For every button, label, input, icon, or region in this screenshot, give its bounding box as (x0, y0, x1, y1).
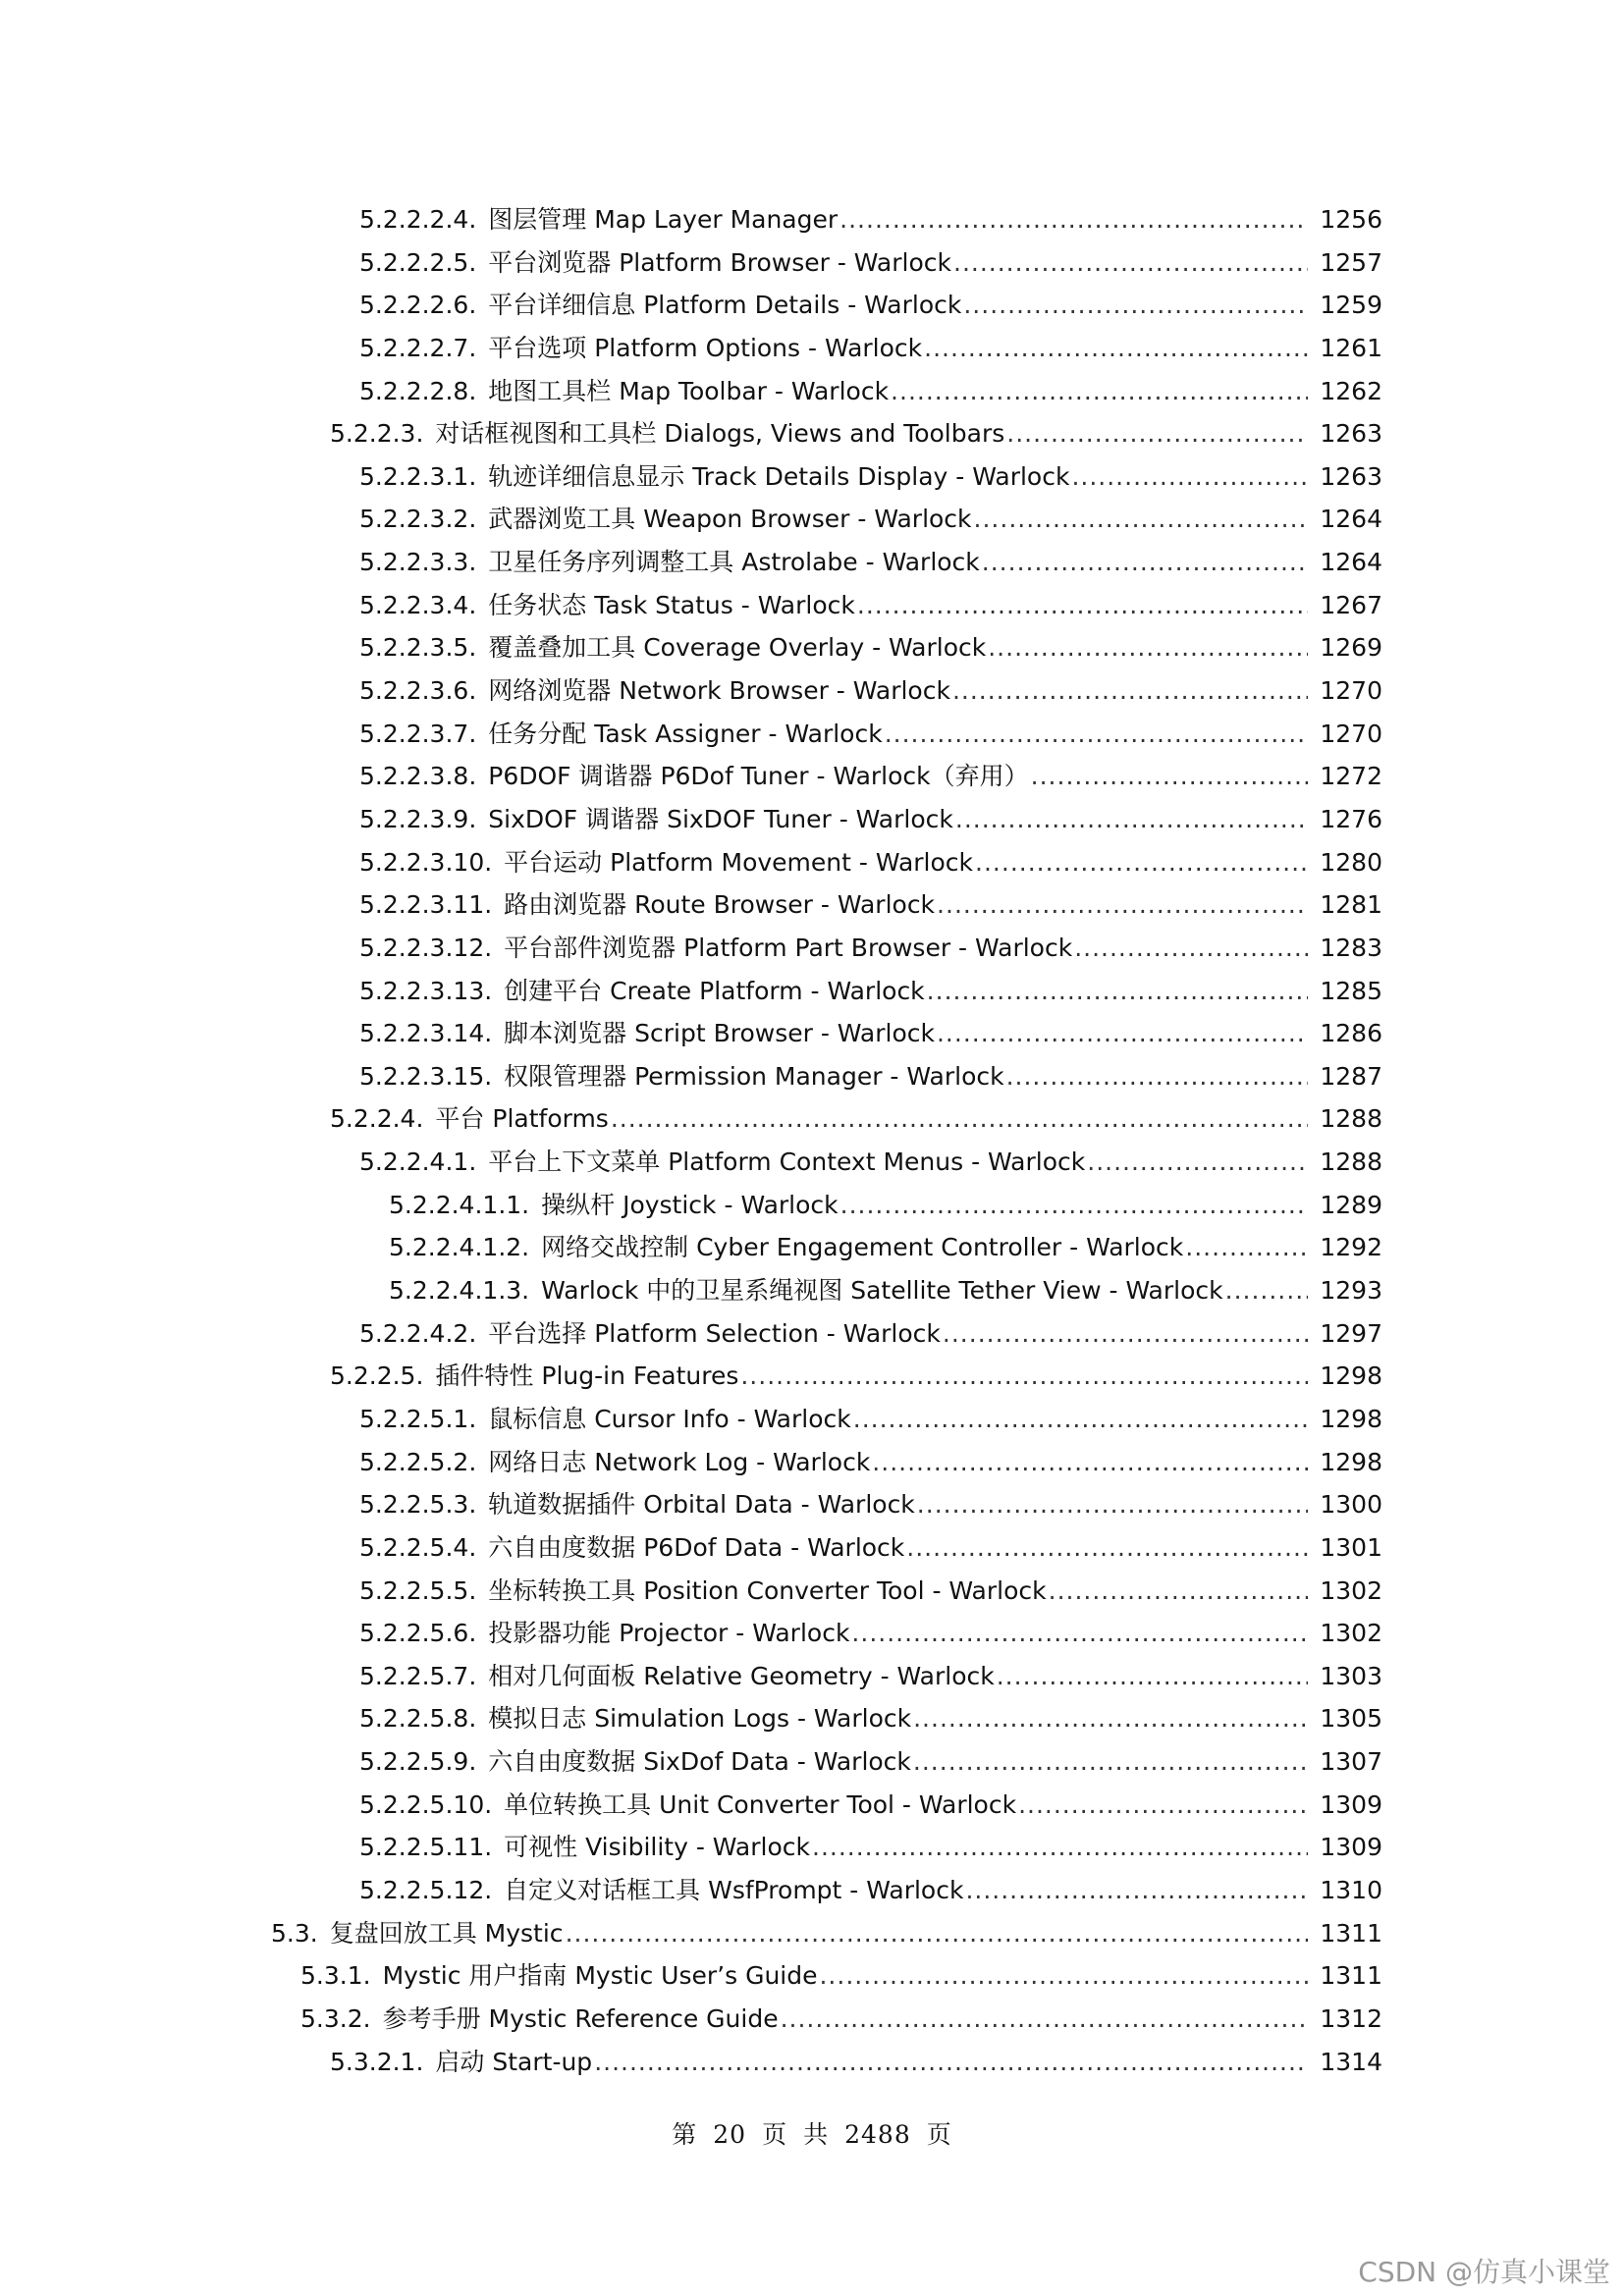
toc-entry-number: 5.2.2.3.13. (359, 976, 493, 1005)
toc-entry[interactable] (0, 1141, 1624, 1184)
toc-entry-page: 1264 (1320, 505, 1382, 534)
toc-entry[interactable] (0, 1312, 1624, 1356)
toc-entry-title: 脚本浏览器 Script Browser - Warlock (504, 1019, 935, 1048)
toc-entry-title: 可视性 Visibility - Warlock (504, 1833, 810, 1862)
toc-entry[interactable] (0, 412, 1624, 455)
toc-entry-title: 网络日志 Network Log - Warlock (488, 1447, 871, 1476)
toc-entry-number: 5.2.2.5.2. (359, 1447, 477, 1476)
toc-entry[interactable] (0, 1355, 1624, 1398)
toc-dot-leader (924, 327, 1308, 370)
toc-entry-title: 权限管理器 Permission Manager - Warlock (504, 1061, 1004, 1091)
toc-entry-page: 1276 (1320, 804, 1382, 833)
toc-entry-number: 5.2.2.4.1.3. (389, 1276, 530, 1306)
toc-entry-title: 投影器功能 Projector - Warlock (488, 1619, 850, 1648)
toc-entry-page: 1272 (1320, 762, 1382, 791)
toc-entry-number: 5.2.2.4.1. (359, 1148, 477, 1177)
toc-entry-page: 1298 (1320, 1404, 1382, 1433)
toc-dot-leader (927, 970, 1308, 1013)
toc-entry-page: 1314 (1320, 2047, 1382, 2076)
toc-entry-title: 模拟日志 Simulation Logs - Warlock (488, 1704, 912, 1734)
toc-entry[interactable] (0, 713, 1624, 756)
toc-dot-leader (974, 498, 1308, 541)
toc-entry[interactable] (0, 284, 1624, 327)
toc-entry-page: 1257 (1320, 247, 1382, 277)
toc-entry-number: 5.3.2.1. (330, 2047, 424, 2076)
toc-entry-page: 1297 (1320, 1318, 1382, 1348)
toc-entry-page: 1307 (1320, 1747, 1382, 1777)
toc-entry[interactable] (0, 198, 1624, 241)
toc-dot-leader (917, 1483, 1308, 1526)
toc-entry-number: 5.2.2.3.7. (359, 719, 477, 748)
toc-entry-page: 1262 (1320, 376, 1382, 405)
toc-dot-leader (906, 1526, 1308, 1570)
toc-dot-leader (943, 1312, 1308, 1356)
toc-dot-leader (988, 626, 1308, 669)
toc-dot-leader (913, 1697, 1308, 1740)
toc-entry-number: 5.2.2.2.6. (359, 291, 477, 320)
toc-entry-page: 1305 (1320, 1704, 1382, 1734)
toc-entry-title: 卫星任务序列调整工具 Astrolabe - Warlock (488, 548, 980, 577)
toc-dot-leader (781, 1998, 1308, 2041)
toc-entry[interactable] (0, 1912, 1624, 1955)
toc-entry[interactable] (0, 370, 1624, 413)
toc-entry-page: 1280 (1320, 847, 1382, 877)
toc-entry-number: 5.2.2.2.7. (359, 333, 477, 362)
toc-entry-title: 相对几何面板 Relative Geometry - Warlock (488, 1661, 995, 1690)
toc-entry-page: 1292 (1320, 1233, 1382, 1262)
toc-entry-title: 轨迹详细信息显示 Track Details Display - Warlock (488, 461, 1070, 491)
toc-entry-page: 1270 (1320, 719, 1382, 748)
toc-entry-page: 1311 (1320, 1961, 1382, 1991)
toc-entry[interactable] (0, 541, 1624, 584)
toc-entry-title: 插件特性 Plug-in Features (435, 1362, 739, 1391)
toc-entry-title: 平台 Platforms (435, 1104, 609, 1134)
toc-entry[interactable] (0, 1226, 1624, 1269)
toc-entry-page: 1267 (1320, 590, 1382, 619)
toc-entry-number: 5.2.2.3.12. (359, 933, 493, 962)
toc-dot-leader (740, 1355, 1308, 1398)
toc-entry-title: 地图工具栏 Map Toolbar - Warlock (488, 376, 890, 405)
toc-entry-title: 平台运动 Platform Movement - Warlock (504, 847, 974, 877)
toc-dot-leader (952, 669, 1308, 713)
toc-dot-leader (963, 284, 1308, 327)
toc-entry[interactable] (0, 970, 1624, 1013)
toc-dot-leader (1071, 455, 1308, 499)
toc-entry-page: 1281 (1320, 890, 1382, 920)
toc-dot-leader (997, 1655, 1308, 1698)
toc-entry-number: 5.2.2.3.9. (359, 804, 477, 833)
toc-entry-page: 1302 (1320, 1575, 1382, 1605)
toc-entry[interactable] (0, 1184, 1624, 1227)
toc-dot-leader (566, 1912, 1308, 1955)
toc-entry-page: 1312 (1320, 2003, 1382, 2033)
toc-entry-page: 1298 (1320, 1447, 1382, 1476)
toc-entry[interactable] (0, 1998, 1624, 2041)
toc-entry-title: 启动 Start-up (435, 2047, 593, 2076)
toc-entry[interactable] (0, 1869, 1624, 1912)
toc-entry-page: 1263 (1320, 419, 1382, 449)
toc-entry[interactable] (0, 883, 1624, 927)
toc-entry-title: 参考手册 Mystic Reference Guide (382, 2003, 779, 2033)
toc-entry[interactable] (0, 1826, 1624, 1869)
toc-entry[interactable] (0, 1055, 1624, 1098)
toc-entry[interactable] (0, 798, 1624, 841)
toc-entry-number: 5.2.2.3.1. (359, 461, 477, 491)
toc-entry-title: P6DOF 调谐器 P6Dof Tuner - Warlock（弃用） (488, 762, 1029, 791)
toc-entry[interactable] (0, 1483, 1624, 1526)
toc-entry-page: 1259 (1320, 291, 1382, 320)
toc-entry[interactable] (0, 626, 1624, 669)
toc-entry-page: 1289 (1320, 1190, 1382, 1219)
toc-entry-number: 5.2.2.5.12. (359, 1875, 493, 1904)
toc-entry-page: 1298 (1320, 1362, 1382, 1391)
toc-dot-leader (955, 798, 1308, 841)
toc-entry-title: SixDOF 调谐器 SixDOF Tuner - Warlock (488, 804, 953, 833)
toc-entry-title: 任务分配 Task Assigner - Warlock (488, 719, 883, 748)
toc-dot-leader (812, 1826, 1308, 1869)
toc-entry-title: Warlock 中的卫星系绳视图 Satellite Tether View - Warlock (541, 1276, 1223, 1306)
toc-entry[interactable] (0, 241, 1624, 285)
toc-entry-page: 1309 (1320, 1833, 1382, 1862)
toc-entry-page: 1310 (1320, 1875, 1382, 1904)
toc-entry-page: 1256 (1320, 205, 1382, 234)
toc-entry[interactable] (0, 1612, 1624, 1655)
toc-dot-leader (1087, 1141, 1308, 1184)
toc-dot-leader (1018, 1784, 1308, 1827)
toc-entry-title: 鼠标信息 Cursor Info - Warlock (488, 1404, 851, 1433)
toc-entry-number: 5.2.2.5.11. (359, 1833, 493, 1862)
toc-entry-number: 5.2.2.3.3. (359, 548, 477, 577)
toc-dot-leader (857, 584, 1308, 627)
toc-entry[interactable] (0, 1655, 1624, 1698)
toc-dot-leader (1031, 755, 1308, 798)
toc-entry-number: 5.2.2.3.11. (359, 890, 493, 920)
toc-entry-page: 1288 (1320, 1148, 1382, 1177)
toc-dot-leader (1185, 1226, 1308, 1269)
toc-entry-page: 1311 (1320, 1918, 1382, 1948)
toc-entry-title: 路由浏览器 Route Browser - Warlock (504, 890, 936, 920)
toc-entry-title: 平台选择 Platform Selection - Warlock (488, 1318, 941, 1348)
toc-entry-title: 平台上下文菜单 Platform Context Menus - Warlock (488, 1148, 1086, 1177)
toc-entry-title: 平台部件浏览器 Platform Part Browser - Warlock (504, 933, 1073, 962)
toc-entry-page: 1303 (1320, 1661, 1382, 1690)
toc-entry-title: 平台选项 Platform Options - Warlock (488, 333, 923, 362)
toc-entry[interactable] (0, 584, 1624, 627)
table-of-contents (0, 198, 1624, 2083)
toc-entry[interactable] (0, 927, 1624, 970)
toc-entry-page: 1264 (1320, 548, 1382, 577)
footer-total-word: 共 (803, 2120, 830, 2149)
toc-entry-number: 5.2.2.2.5. (359, 247, 477, 277)
toc-dot-leader (1074, 927, 1308, 970)
toc-dot-leader (840, 1184, 1308, 1227)
toc-entry-number: 5.2.2.5.3. (359, 1490, 477, 1520)
toc-dot-leader (839, 198, 1308, 241)
toc-entry-title: 操纵杆 Joystick - Warlock (541, 1190, 839, 1219)
toc-entry[interactable] (0, 1570, 1624, 1613)
toc-entry-title: 图层管理 Map Layer Manager (488, 205, 839, 234)
toc-entry[interactable] (0, 455, 1624, 499)
toc-entry-page: 1301 (1320, 1532, 1382, 1562)
toc-entry-number: 5.2.2.3.2. (359, 505, 477, 534)
toc-entry-title: 平台详细信息 Platform Details - Warlock (488, 291, 962, 320)
toc-entry-page: 1286 (1320, 1019, 1382, 1048)
toc-entry-page: 1302 (1320, 1619, 1382, 1648)
toc-entry-number: 5.2.2.4. (330, 1104, 424, 1134)
toc-entry-number: 5.2.2.5. (330, 1362, 424, 1391)
toc-entry[interactable] (0, 1398, 1624, 1441)
toc-entry-page: 1309 (1320, 1789, 1382, 1819)
toc-entry[interactable] (0, 2041, 1624, 2084)
toc-dot-leader (885, 713, 1308, 756)
toc-entry-number: 5.2.2.4.2. (359, 1318, 477, 1348)
toc-entry-number: 5.2.2.3.15. (359, 1061, 493, 1091)
toc-entry-page: 1293 (1320, 1276, 1382, 1306)
toc-entry-number: 5.2.2.4.1.2. (389, 1233, 530, 1262)
toc-entry[interactable] (0, 669, 1624, 713)
toc-entry-number: 5.2.2.3.5. (359, 633, 477, 663)
toc-entry-page: 1287 (1320, 1061, 1382, 1091)
toc-entry-page: 1288 (1320, 1104, 1382, 1134)
toc-entry-title: 任务状态 Task Status - Warlock (488, 590, 855, 619)
toc-dot-leader (1006, 412, 1308, 455)
toc-entry-number: 5.2.2.3. (330, 419, 424, 449)
footer-suffix: 页 (926, 2120, 952, 2149)
toc-entry-number: 5.3.2. (300, 2003, 371, 2033)
toc-entry-title: 复盘回放工具 Mystic (329, 1918, 564, 1948)
toc-dot-leader (1049, 1570, 1308, 1613)
toc-entry[interactable] (0, 1269, 1624, 1312)
toc-dot-leader (891, 370, 1308, 413)
toc-entry-title: 创建平台 Create Platform - Warlock (504, 976, 925, 1005)
footer-total-pages: 2488 (844, 2120, 911, 2149)
toc-entry-number: 5.2.2.5.8. (359, 1704, 477, 1734)
toc-entry-number: 5.2.2.5.1. (359, 1404, 477, 1433)
page-footer (0, 2115, 1624, 2151)
toc-entry[interactable] (0, 327, 1624, 370)
toc-entry[interactable] (0, 1526, 1624, 1570)
toc-entry-page: 1269 (1320, 633, 1382, 663)
toc-entry[interactable] (0, 1441, 1624, 1484)
toc-dot-leader (953, 241, 1308, 285)
toc-entry-number: 5.2.2.5.10. (359, 1789, 493, 1819)
toc-entry[interactable] (0, 1012, 1624, 1055)
toc-entry[interactable] (0, 1097, 1624, 1141)
toc-entry-number: 5.3.1. (300, 1961, 371, 1991)
toc-entry[interactable] (0, 1954, 1624, 1998)
toc-entry-page: 1285 (1320, 976, 1382, 1005)
toc-dot-leader (965, 1869, 1308, 1912)
toc-entry-page: 1270 (1320, 676, 1382, 706)
toc-entry-number: 5.2.2.2.4. (359, 205, 477, 234)
toc-entry-number: 5.2.2.3.14. (359, 1019, 493, 1048)
footer-page-word: 页 (762, 2120, 788, 2149)
toc-entry-title: 自定义对话框工具 WsfPrompt - Warlock (504, 1875, 964, 1904)
toc-entry[interactable] (0, 498, 1624, 541)
toc-entry-number: 5.2.2.4.1.1. (389, 1190, 530, 1219)
toc-dot-leader (937, 1012, 1308, 1055)
toc-dot-leader (982, 541, 1308, 584)
toc-dot-leader (594, 2041, 1308, 2084)
toc-entry-title: 六自由度数据 P6Dof Data - Warlock (488, 1532, 905, 1562)
toc-entry-title: 覆盖叠加工具 Coverage Overlay - Warlock (488, 633, 987, 663)
toc-entry-title: 网络交战控制 Cyber Engagement Controller - Warlock (541, 1233, 1184, 1262)
toc-entry-title: 坐标转换工具 Position Converter Tool - Warlock (488, 1575, 1047, 1605)
toc-entry-page: 1283 (1320, 933, 1382, 962)
toc-entry-title: 平台浏览器 Platform Browser - Warlock (488, 247, 951, 277)
toc-entry-number: 5.2.2.5.9. (359, 1747, 477, 1777)
toc-entry[interactable] (0, 1740, 1624, 1784)
toc-entry-number: 5.3. (271, 1918, 318, 1948)
toc-dot-leader (975, 841, 1308, 884)
toc-dot-leader (872, 1441, 1308, 1484)
toc-dot-leader (853, 1398, 1308, 1441)
toc-entry-title: 单位转换工具 Unit Converter Tool - Warlock (504, 1789, 1017, 1819)
toc-entry-number: 5.2.2.3.8. (359, 762, 477, 791)
toc-entry-title: 网络浏览器 Network Browser - Warlock (488, 676, 950, 706)
watermark: CSDN @仿真小课堂 (1358, 2256, 1610, 2288)
toc-dot-leader (1225, 1269, 1308, 1312)
toc-entry-number: 5.2.2.3.4. (359, 590, 477, 619)
toc-entry-title: 轨道数据插件 Orbital Data - Warlock (488, 1490, 915, 1520)
toc-entry-number: 5.2.2.5.5. (359, 1575, 477, 1605)
toc-entry-number: 5.2.2.5.7. (359, 1661, 477, 1690)
toc-entry[interactable] (0, 841, 1624, 884)
toc-dot-leader (819, 1954, 1308, 1998)
toc-dot-leader (851, 1612, 1308, 1655)
toc-entry[interactable] (0, 1784, 1624, 1827)
footer-current-page: 20 (713, 2120, 747, 2149)
toc-entry-title: Mystic 用户指南 Mystic User’s Guide (382, 1961, 818, 1991)
toc-entry[interactable] (0, 755, 1624, 798)
toc-entry[interactable] (0, 1697, 1624, 1740)
toc-entry-number: 5.2.2.2.8. (359, 376, 477, 405)
toc-entry-number: 5.2.2.3.6. (359, 676, 477, 706)
toc-entry-title: 六自由度数据 SixDof Data - Warlock (488, 1747, 911, 1777)
footer-prefix: 第 (672, 2120, 698, 2149)
toc-entry-number: 5.2.2.5.4. (359, 1532, 477, 1562)
toc-dot-leader (913, 1740, 1308, 1784)
toc-entry-page: 1261 (1320, 333, 1382, 362)
toc-dot-leader (611, 1097, 1308, 1141)
toc-entry-number: 5.2.2.3.10. (359, 847, 493, 877)
toc-entry-title: 武器浏览工具 Weapon Browser - Warlock (488, 505, 972, 534)
toc-entry-number: 5.2.2.5.6. (359, 1619, 477, 1648)
toc-entry-page: 1263 (1320, 461, 1382, 491)
toc-dot-leader (937, 883, 1308, 927)
toc-entry-title: 对话框视图和工具栏 Dialogs, Views and Toolbars (435, 419, 1005, 449)
toc-entry-page: 1300 (1320, 1490, 1382, 1520)
toc-dot-leader (1006, 1055, 1308, 1098)
